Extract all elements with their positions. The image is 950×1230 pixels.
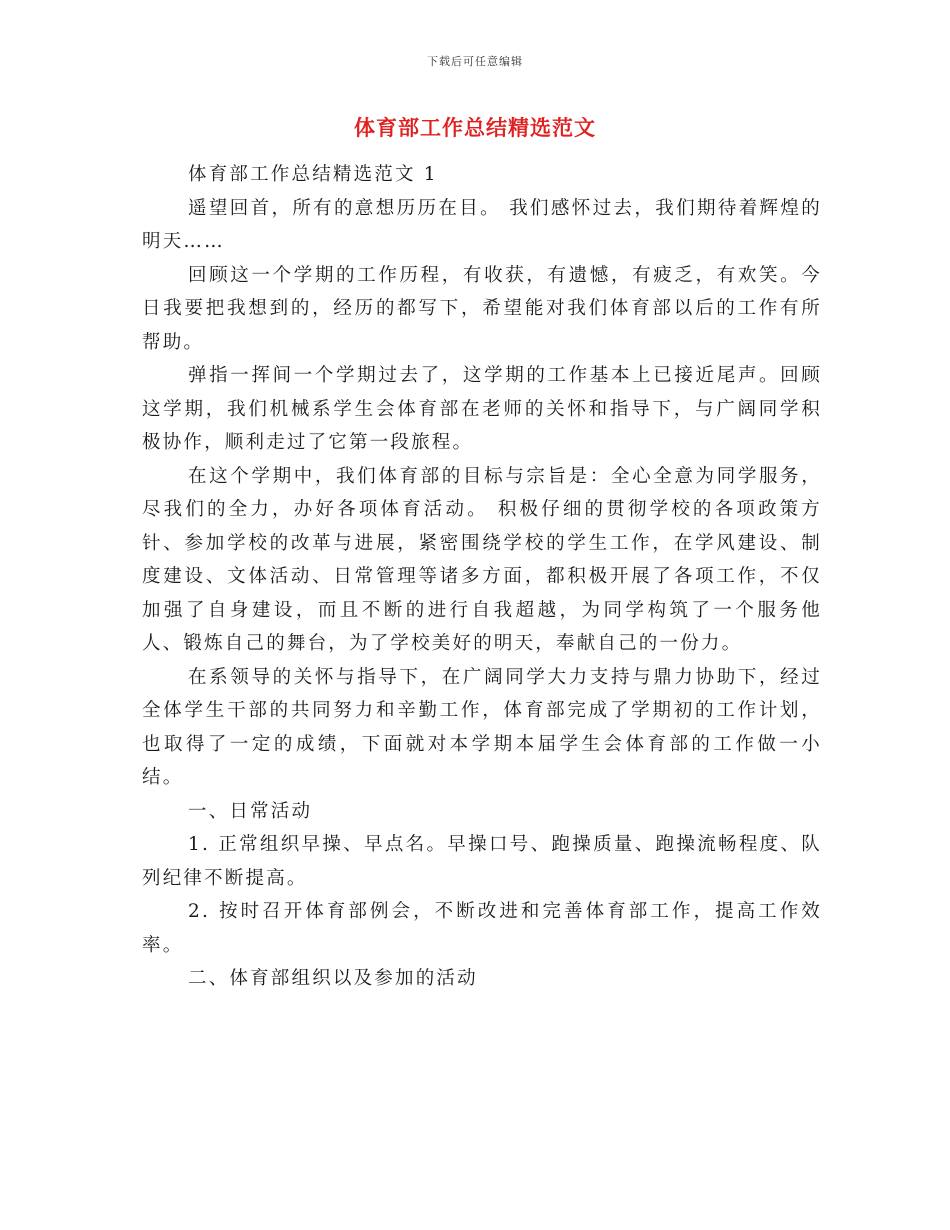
paragraph-subtitle: 体育部工作总结精选范文 1: [188, 164, 438, 185]
paragraph: 回顾这一个学期的工作历程，有收获，有遗憾，有疲乏，有欢笑。今日我要把我想到的，经历的都写下，希望能对我们体育部以后的工作有所帮助。: [142, 264, 822, 353]
paragraph: 遥望回首，所有的意想历历在目。 我们感怀过去，我们期待着辉煌的明天……: [142, 197, 822, 252]
header-note: 下载后可任意编辑: [427, 55, 523, 68]
paragraph: 在这个学期中，我们体育部的目标与宗旨是：全心全意为同学服务，尽我们的全力，办好各项体育活动。 积极仔细的贯彻学校的各项政策方针、参加学校的改革与进展，紧密围绕学校的学生工作，在学风建设、制度建设、文体活动、日常管理等诸多方面，都积极开展了各项工作，不仅加强了自身建设，而且不断的进行自我超越，为同学构筑了一个服务他人、锻炼自己的舞台，为了学校美好的明天，奉献自己的一份力。: [142, 465, 822, 654]
list-item: 1. 正常组织早操、早点名。早操口号、跑操质量、跑操流畅程度、队列纪律不断提高。: [142, 834, 822, 889]
list-item: 2. 按时召开体育部例会，不断改进和完善体育部工作，提高工作效率。: [142, 901, 822, 956]
document-body: [142, 158, 822, 996]
paragraph: 弹指一挥间一个学期过去了，这学期的工作基本上已接近尾声。回顾这学期，我们机械系学生会体育部在老师的关怀和指导下，与广阔同学积极协作，顺利走过了它第一段旅程。: [142, 365, 822, 453]
section-heading: 一、日常活动: [188, 800, 313, 822]
document-title: 体育部工作总结精选范文: [354, 115, 596, 140]
section-heading: 二、体育部组织以及参加的活动: [188, 968, 478, 989]
paragraph: 在系领导的关怀与指导下，在广阔同学大力支持与鼎力协助下，经过全体学生干部的共同努力和辛勤工作，体育部完成了学期初的工作计划，也取得了一定的成绩，下面就对本学期本届学生会体育部的工作做一小结。: [142, 666, 822, 788]
